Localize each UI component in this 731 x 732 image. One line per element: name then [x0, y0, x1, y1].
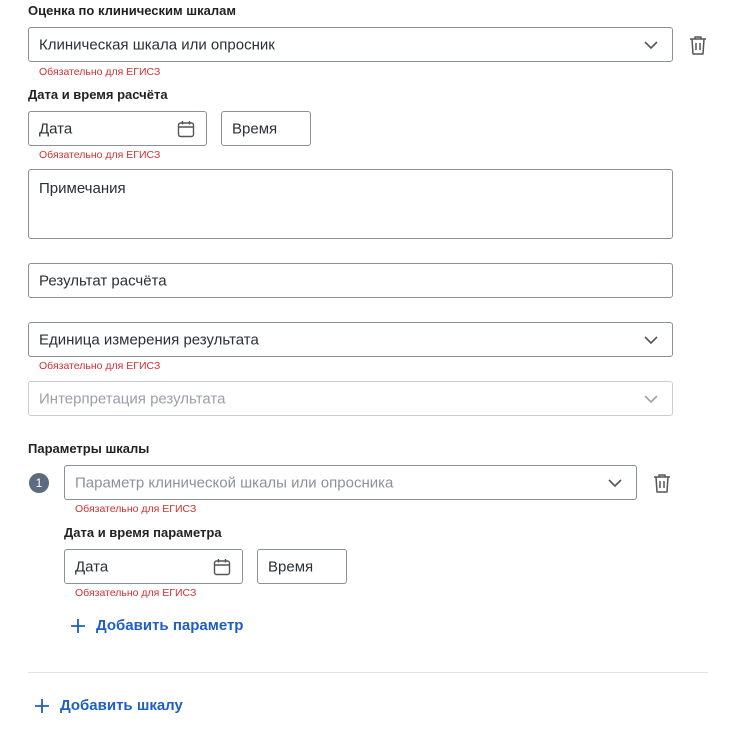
param-error: Обязательно для ЕГИСЗ — [75, 503, 197, 515]
chevron-down-icon — [644, 395, 658, 403]
trash-icon[interactable] — [653, 473, 671, 493]
scale-error: Обязательно для ЕГИСЗ — [39, 66, 161, 78]
calc-date-placeholder: Дата — [39, 120, 73, 137]
result-placeholder: Результат расчёта — [39, 272, 167, 289]
calendar-icon[interactable] — [177, 120, 195, 138]
param-placeholder: Параметр клинической шкалы или опросника — [75, 474, 394, 491]
param-date-error: Обязательно для ЕГИСЗ — [75, 587, 197, 599]
param-number-badge: 1 — [29, 473, 49, 493]
date-error: Обязательно для ЕГИСЗ — [39, 149, 161, 161]
notes-placeholder: Примечания — [39, 180, 126, 197]
add-scale-label: Добавить шкалу — [60, 697, 183, 714]
result-input[interactable] — [28, 263, 673, 298]
chevron-down-icon — [608, 479, 622, 487]
calc-time-placeholder: Время — [232, 120, 278, 137]
param-datetime-title: Дата и время параметра — [64, 525, 222, 540]
unit-error: Обязательно для ЕГИСЗ — [39, 360, 161, 372]
scale-select-placeholder: Клиническая шкала или опросник — [39, 36, 275, 53]
plus-icon — [71, 619, 85, 633]
add-param-label: Добавить параметр — [96, 617, 244, 634]
divider — [28, 672, 708, 673]
calendar-icon[interactable] — [213, 558, 231, 576]
param-time-field[interactable] — [257, 549, 347, 584]
trash-icon[interactable] — [689, 35, 707, 55]
chevron-down-icon — [644, 336, 658, 344]
scale-section-title: Оценка по клиническим шкалам — [28, 3, 236, 18]
interpretation-select[interactable] — [28, 381, 673, 416]
add-scale-button[interactable] — [35, 697, 183, 714]
chevron-down-icon — [644, 41, 658, 49]
unit-select[interactable] — [28, 322, 673, 357]
add-param-button[interactable] — [71, 617, 243, 634]
calc-time-field[interactable] — [221, 111, 311, 146]
scale-select[interactable] — [28, 27, 673, 62]
plus-icon — [35, 699, 49, 713]
notes-textarea[interactable] — [28, 169, 673, 239]
params-section-title: Параметры шкалы — [28, 441, 150, 456]
param-time-placeholder: Время — [268, 558, 314, 575]
calc-date-field[interactable] — [28, 111, 207, 146]
datetime-title: Дата и время расчёта — [28, 87, 168, 102]
param-date-placeholder: Дата — [75, 558, 109, 575]
interpretation-placeholder: Интерпретация результата — [39, 390, 226, 407]
param-select[interactable] — [64, 465, 637, 500]
unit-placeholder: Единица измерения результата — [39, 331, 259, 348]
param-date-field[interactable] — [64, 549, 243, 584]
